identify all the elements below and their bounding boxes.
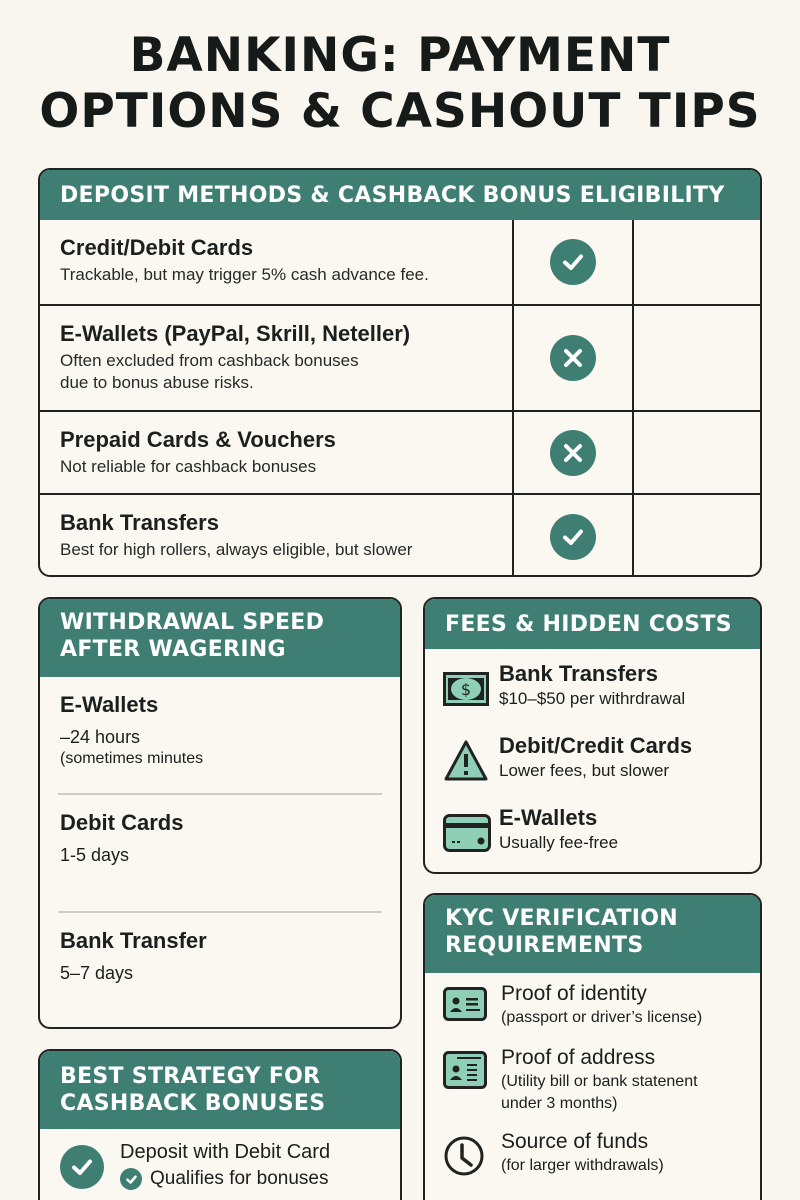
heading-line: WITHDRAWAL SPEED <box>60 610 325 635</box>
deposit-methods-heading: DEPOSIT METHODS & CASHBACK BONUS ELIGIBILITY <box>40 170 760 220</box>
method-desc: Not reliable for cashback bonuses <box>60 457 317 476</box>
withdrawal-speed-panel <box>38 597 402 1029</box>
warning-icon <box>443 737 499 785</box>
deposit-table <box>40 220 760 577</box>
empty-cell <box>634 412 760 493</box>
table-row <box>40 304 760 410</box>
deposit-methods-panel <box>38 168 762 577</box>
withdrawal-time: –24 hours <box>60 727 141 747</box>
address-document-icon <box>443 1051 501 1094</box>
fee-title: Debit/Credit Cards <box>499 733 693 758</box>
empty-cell <box>634 220 760 304</box>
kyc-desc: (Utility bill or bank statenent <box>501 1073 698 1090</box>
kyc-title: Proof of address <box>501 1046 656 1069</box>
fee-item <box>425 721 760 793</box>
withdrawal-note: (sometimes minutes <box>60 750 204 767</box>
strategy-item <box>40 1129 400 1193</box>
check-icon <box>60 1145 104 1189</box>
dollar-bill-icon <box>443 665 499 713</box>
table-row <box>40 220 760 304</box>
check-icon <box>550 514 596 560</box>
method-title: Credit/Debit Cards <box>60 235 254 260</box>
x-icon <box>550 430 596 476</box>
fee-desc: Lower fees, but slower <box>499 761 670 780</box>
method-desc-cont: due to bonus abuse risks. <box>60 373 254 392</box>
method-desc: Best for high rollers, always eligible, but slower <box>60 540 413 559</box>
kyc-item <box>425 973 760 1037</box>
fee-item <box>425 649 760 721</box>
strategy-panel <box>38 1049 402 1200</box>
fees-heading: FEES & HIDDEN COSTS <box>425 599 760 649</box>
kyc-item <box>425 1121 760 1182</box>
check-icon <box>550 239 596 285</box>
fee-title: E-Wallets <box>499 805 598 830</box>
method-desc: Trackable, but may trigger 5% cash advance fee. <box>60 265 429 284</box>
kyc-desc: (for larger withdrawals) <box>501 1157 664 1174</box>
fee-desc: $10–$50 per withrdrawal <box>499 689 686 708</box>
withdrawal-time: 1-5 days <box>60 845 130 865</box>
heading-line: AFTER WAGERING <box>60 637 286 662</box>
withdrawal-time: 5–7 days <box>60 963 134 983</box>
strategy-heading <box>40 1051 400 1129</box>
check-icon <box>120 1168 142 1190</box>
svg-text:$: $ <box>460 680 472 699</box>
heading-line: KYC VERIFICATION <box>445 906 678 931</box>
page-title <box>0 28 800 140</box>
empty-cell <box>634 495 760 577</box>
method-title: Prepaid Cards & Vouchers <box>60 427 336 452</box>
fee-desc: Usually fee-free <box>499 833 619 852</box>
kyc-desc: (passport or driver’s license) <box>501 1009 703 1026</box>
credit-card-icon <box>443 809 499 857</box>
kyc-title: Source of funds <box>501 1130 649 1153</box>
table-row <box>40 410 760 493</box>
withdrawal-item <box>40 677 400 793</box>
fees-panel <box>423 597 762 874</box>
table-row <box>40 493 760 577</box>
withdrawal-method: Debit Cards <box>60 810 184 835</box>
strategy-subtitle: Qualifies for bonuses <box>150 1168 329 1189</box>
page-title-line1: BANKING: PAYMENT <box>129 28 671 83</box>
page-title-line2: OPTIONS & CASHOUT TIPS <box>39 84 761 139</box>
kyc-desc-cont: under 3 months) <box>501 1095 618 1112</box>
kyc-item <box>425 1037 760 1121</box>
withdrawal-speed-heading <box>40 599 400 677</box>
withdrawal-method: E-Wallets <box>60 692 159 717</box>
heading-line: REQUIREMENTS <box>445 933 644 958</box>
method-title: Bank Transfers <box>60 510 219 535</box>
empty-cell <box>634 306 760 410</box>
withdrawal-item <box>40 795 400 911</box>
x-icon <box>550 335 596 381</box>
fee-item <box>425 793 760 865</box>
kyc-panel <box>423 893 762 1200</box>
fee-title: Bank Transfers <box>499 661 658 686</box>
kyc-title: Proof of identity <box>501 982 647 1005</box>
withdrawal-method: Bank Transfer <box>60 928 207 953</box>
heading-line: CASHBACK BONUSES <box>60 1091 326 1116</box>
kyc-heading <box>425 895 760 973</box>
method-desc: Often excluded from cashback bonuses <box>60 351 359 370</box>
clock-icon <box>443 1135 501 1182</box>
strategy-title: Deposit with Debit Card <box>120 1141 331 1163</box>
id-card-icon <box>443 987 501 1026</box>
method-title: E-Wallets (PayPal, Skrill, Neteller) <box>60 321 411 346</box>
heading-line: BEST STRATEGY FOR <box>60 1064 321 1089</box>
withdrawal-item <box>40 913 400 985</box>
